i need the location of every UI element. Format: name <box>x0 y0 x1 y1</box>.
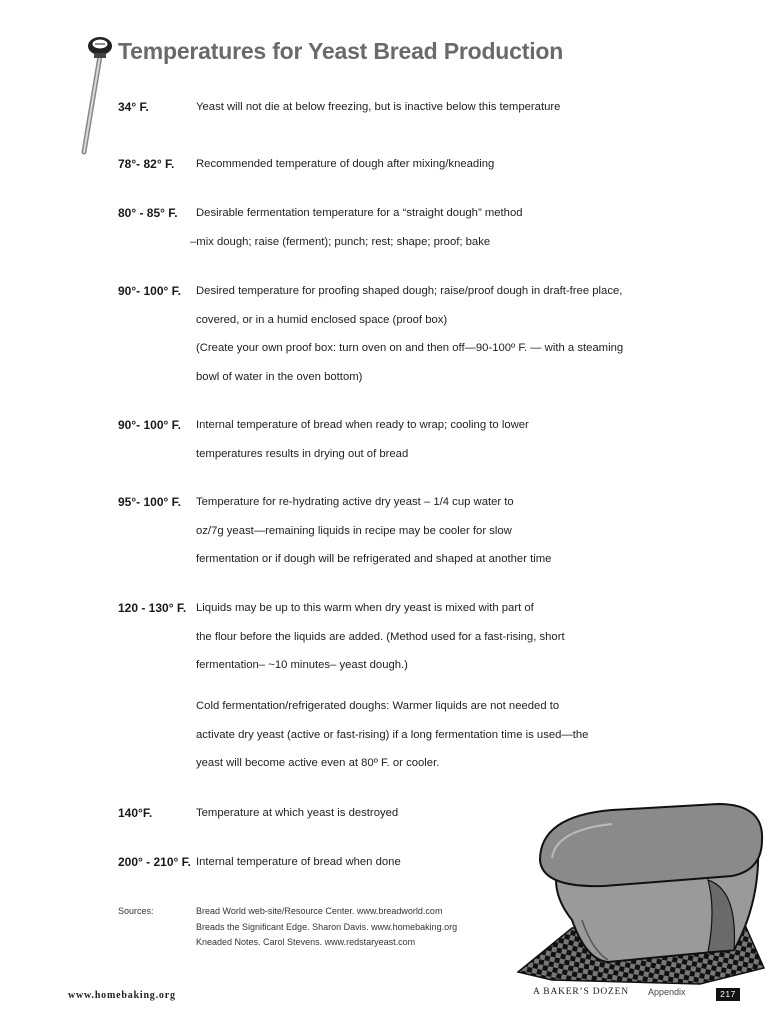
temperature-value: 78°- 82° F. <box>118 157 175 171</box>
footer-website: www.homebaking.org <box>68 990 176 1001</box>
temperature-description: –mix dough; raise (ferment); punch; rest; shape; proof; bake <box>190 235 491 248</box>
thermometer-icon <box>78 34 114 158</box>
page-title: Temperatures for Yeast Bread Production <box>118 38 564 64</box>
temperature-value: 80° - 85° F. <box>118 206 178 220</box>
temperature-description: bowl of water in the oven bottom) <box>196 371 363 384</box>
page-number: 217 <box>716 988 740 1001</box>
temperature-value: 140°F. <box>118 806 153 820</box>
source-item: Kneaded Notes. Carol Stevens. www.redstaryeast.com <box>196 937 416 947</box>
temperature-description: Liquids may be up to this warm when dry yeast is mixed with part of <box>196 602 534 614</box>
bread-loaf-illustration <box>512 800 768 986</box>
footer-section: Appendix <box>648 987 686 997</box>
footer-book-title: A BAKER’S DOZEN <box>533 987 629 997</box>
source-item: Breads the Significant Edge. Sharon Davis. www.homebaking.org <box>196 921 458 932</box>
temperature-description: Temperature at which yeast is destroyed <box>196 807 399 819</box>
temperature-description: Internal temperature of bread when ready to wrap; cooling to lower <box>196 419 529 431</box>
temperature-value: 90°- 100° F. <box>118 418 181 432</box>
temperature-description: temperatures results in drying out of bread <box>196 447 409 460</box>
sources-label: Sources: <box>118 906 154 916</box>
temperature-description: the flour before the liquids are added. (Method used for a fast-rising, short <box>196 630 565 643</box>
temperature-description: Internal temperature of bread when done <box>196 856 401 868</box>
temperature-description: activate dry yeast (active or fast-rising) if a long fermentation time is used—the <box>196 728 589 741</box>
temperature-value: 90°- 100° F. <box>118 284 181 298</box>
temperature-description: Desirable fermentation temperature for a “straight dough” method <box>196 207 523 219</box>
temperature-description: Yeast will not die at below freezing, but is inactive below this temperature <box>196 101 561 113</box>
temperature-value: 95°- 100° F. <box>118 495 181 509</box>
temperature-description: oz/7g yeast—remaining liquids in recipe may be cooler for slow <box>196 524 512 537</box>
temperature-value: 120 - 130° F. <box>118 601 187 615</box>
temperature-description: (Create your own proof box: turn oven on and then off—90-100º F. — with a steaming <box>196 342 624 355</box>
temperature-description: covered, or in a humid enclosed space (proof box) <box>196 313 448 326</box>
temperature-description: fermentation or if dough will be refrigerated and shaped at another time <box>196 553 552 566</box>
temperature-description: fermentation– ~10 minutes– yeast dough.) <box>196 659 408 672</box>
temperature-description: Desired temperature for proofing shaped dough; raise/proof dough in draft-free place, <box>196 285 623 297</box>
temperature-value: 34° F. <box>118 100 149 114</box>
temperature-description: Temperature for re-hydrating active dry yeast – 1/4 cup water to <box>196 496 514 508</box>
temperature-value: 200° - 210° F. <box>118 855 191 869</box>
temperature-description: Cold fermentation/refrigerated doughs: Warmer liquids are not needed to <box>196 700 560 712</box>
source-item: Bread World web-site/Resource Center. www.breadworld.com <box>196 906 443 916</box>
temperature-description: Recommended temperature of dough after mixing/kneading <box>196 158 495 170</box>
temperature-description: yeast will become active even at 80º F. or cooler. <box>196 757 440 770</box>
